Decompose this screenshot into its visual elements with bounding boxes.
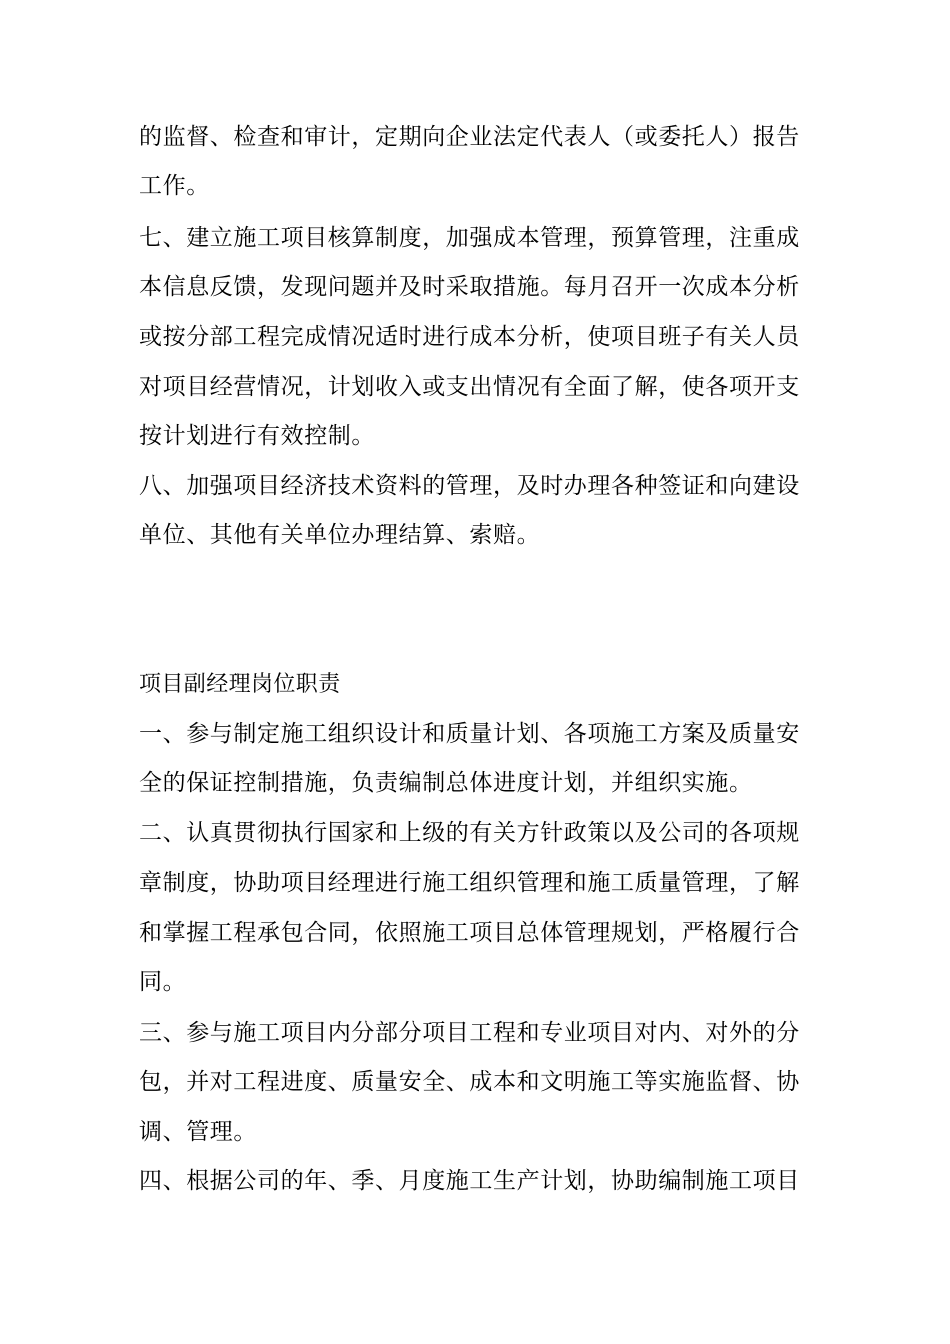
text-line: 的监督、检查和审计，定期向企业法定代表人（或委托人）报告 bbox=[139, 124, 800, 150]
section-heading: 项目副经理岗位职责 bbox=[139, 672, 341, 697]
text-line: 二、认真贯彻执行国家和上级的有关方针政策以及公司的各项规 bbox=[139, 820, 800, 846]
text-line: 三、参与施工项目内分部分项目工程和专业项目对内、对外的分 bbox=[139, 1020, 800, 1046]
text-line: 对项目经营情况，计划收入或支出情况有全面了解，使各项开支 bbox=[139, 374, 800, 400]
text-line: 包，并对工程进度、质量安全、成本和文明施工等实施监督、协 bbox=[139, 1069, 800, 1095]
text-line: 一、参与制定施工组织设计和质量计划、各项施工方案及质量安 bbox=[139, 721, 800, 747]
text-line: 和掌握工程承包合同，依照施工项目总体管理规划，严格履行合 bbox=[139, 920, 800, 946]
text-line: 八、加强项目经济技术资料的管理，及时办理各种签证和向建设 bbox=[139, 473, 800, 499]
text-line: 调、管理。 bbox=[139, 1119, 257, 1145]
text-line: 工作。 bbox=[139, 173, 210, 199]
text-line: 七、建立施工项目核算制度，加强成本管理，预算管理，注重成 bbox=[139, 225, 800, 251]
text-line: 单位、其他有关单位办理结算、索赔。 bbox=[139, 522, 541, 548]
text-line: 或按分部工程完成情况适时进行成本分析，使项目班子有关人员 bbox=[139, 324, 800, 350]
text-line: 全的保证控制措施，负责编制总体进度计划，并组织实施。 bbox=[139, 770, 753, 796]
text-line: 本信息反馈，发现问题并及时采取措施。每月召开一次成本分析 bbox=[139, 274, 800, 300]
text-line: 章制度，协助项目经理进行施工组织管理和施工质量管理，了解 bbox=[139, 870, 800, 896]
text-line: 同。 bbox=[139, 969, 187, 995]
text-line: 四、根据公司的年、季、月度施工生产计划，协助编制施工项目 bbox=[139, 1168, 800, 1194]
text-line: 按计划进行有效控制。 bbox=[139, 423, 375, 449]
